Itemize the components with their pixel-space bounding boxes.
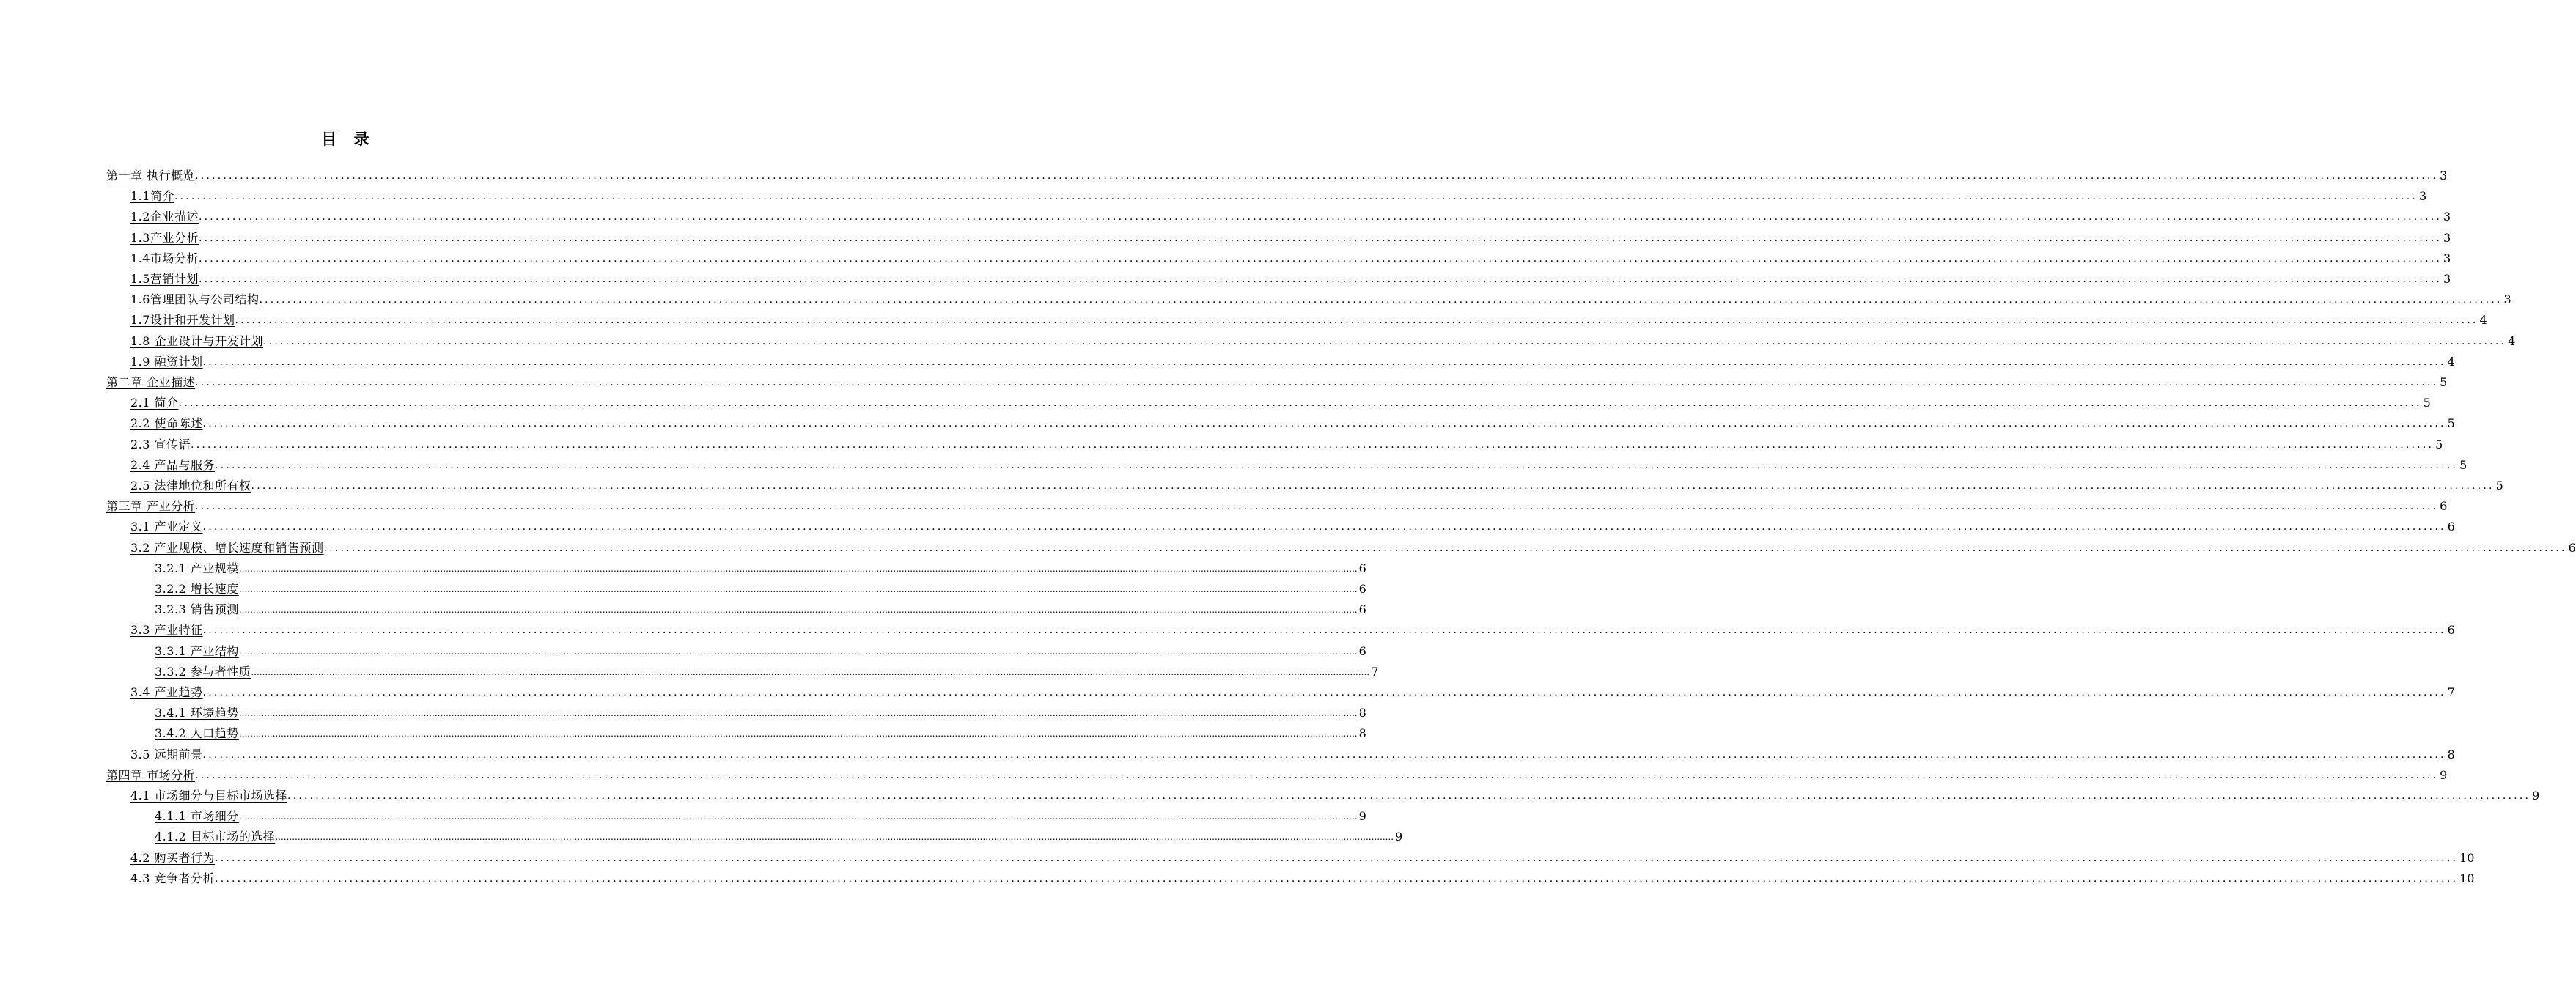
- toc-entry-link[interactable]: 2.4 产品与服务: [130, 458, 216, 472]
- toc-entry[interactable]: [130, 846, 2475, 866]
- toc-page-number: 9: [1395, 830, 1403, 844]
- toc-entry[interactable]: [130, 288, 2511, 307]
- toc-entry-link[interactable]: 1.2企业描述: [130, 210, 199, 224]
- dot-leader: ................................................................................................................................................................................................................................................................................................................................................................................................................: [251, 667, 1370, 677]
- toc-entry-link[interactable]: 第三章 产业分析: [106, 499, 196, 513]
- toc-page-number: 6: [1358, 561, 1366, 575]
- dot-leader: ................................................................................................................................................................................................................................................................................................................................................................................................................: [215, 852, 2459, 864]
- dot-leader: ................................................................................................................................................................................................................................................................................................................................................................................................................: [198, 232, 2443, 244]
- toc-page-number: 7: [1371, 665, 1379, 679]
- toc-entry-link[interactable]: 4.1.2 目标市场的选择: [155, 830, 276, 844]
- dot-leader: ................................................................................................................................................................................................................................................................................................................................................................................................................: [202, 418, 2446, 429]
- toc-entry-link[interactable]: 3.2 产业规模、增长速度和销售预测: [130, 541, 324, 555]
- toc-entry[interactable]: [155, 825, 1403, 844]
- toc-entry-link[interactable]: 3.5 远期前景: [130, 748, 203, 761]
- toc-page-number: 5: [2423, 396, 2431, 410]
- toc-page-number: 6: [1358, 644, 1366, 658]
- toc-entry-link[interactable]: 3.1 产业定义: [130, 520, 203, 534]
- dot-leader: ................................................................................................................................................................................................................................................................................................................................................................................................................: [287, 790, 2531, 802]
- toc-page-number: 3: [2503, 292, 2511, 306]
- toc-entry-link[interactable]: 3.3.2 参与者性质: [155, 665, 251, 679]
- toc-entry[interactable]: [155, 557, 1366, 576]
- toc-entry-link[interactable]: 1.8 企业设计与开发计划: [130, 334, 264, 348]
- dot-leader: ................................................................................................................................................................................................................................................................................................................................................................................................................: [202, 687, 2446, 698]
- toc-entry[interactable]: [130, 536, 2576, 556]
- toc-entry[interactable]: [155, 805, 1366, 824]
- dot-leader: ................................................................................................................................................................................................................................................................................................................................................................................................................: [251, 480, 2495, 492]
- toc-page-number: 4: [2447, 355, 2455, 369]
- toc-entry[interactable]: [130, 205, 2451, 224]
- toc-entry-link[interactable]: 3.4.1 环境趋势: [155, 706, 239, 720]
- dot-leader: ................................................................................................................................................................................................................................................................................................................................................................................................................: [238, 646, 1358, 657]
- toc-entry[interactable]: [130, 515, 2455, 534]
- toc-entry-link[interactable]: 2.3 宣传语: [130, 438, 191, 451]
- toc-page-number: 9: [2532, 789, 2540, 803]
- toc-page-number: 6: [2447, 623, 2455, 637]
- toc-entry-link[interactable]: 第二章 企业描述: [106, 375, 196, 389]
- dot-leader: ................................................................................................................................................................................................................................................................................................................................................................................................................: [174, 191, 2418, 202]
- toc-page-number: 4: [2479, 313, 2487, 327]
- toc-page-number: 3: [2443, 210, 2451, 224]
- dot-leader: ................................................................................................................................................................................................................................................................................................................................................................................................................: [215, 873, 2459, 885]
- toc-entry[interactable]: [155, 598, 1366, 617]
- toc-entry[interactable]: [130, 619, 2455, 638]
- toc-page-number: 8: [2447, 748, 2455, 761]
- toc-entry[interactable]: [130, 433, 2443, 452]
- toc-entry-link[interactable]: 3.3.1 产业结构: [155, 644, 239, 658]
- dot-leader: ................................................................................................................................................................................................................................................................................................................................................................................................................: [195, 170, 2439, 182]
- toc-page-number: 6: [1358, 602, 1366, 616]
- toc-page-number: 5: [2435, 438, 2443, 451]
- toc-entry-link[interactable]: 1.6管理团队与公司结构: [130, 292, 260, 306]
- toc-page-number: 3: [2419, 189, 2427, 203]
- toc-entry-link[interactable]: 3.4 产业趋势: [130, 685, 203, 699]
- toc-entry-link[interactable]: 2.5 法律地位和所有权: [130, 479, 251, 492]
- toc-entry[interactable]: [130, 391, 2431, 410]
- dot-leader: ................................................................................................................................................................................................................................................................................................................................................................................................................: [235, 314, 2479, 326]
- toc-page-number: 5: [2440, 375, 2448, 389]
- dot-leader: ................................................................................................................................................................................................................................................................................................................................................................................................................: [202, 356, 2446, 368]
- dot-leader: ................................................................................................................................................................................................................................................................................................................................................................................................................: [198, 211, 2443, 223]
- dot-leader: ................................................................................................................................................................................................................................................................................................................................................................................................................: [195, 377, 2439, 388]
- toc-entry[interactable]: [106, 371, 2448, 390]
- toc-page-number: 4: [2508, 334, 2516, 348]
- toc-page-number: 3: [2440, 169, 2448, 182]
- toc-entry-link[interactable]: 1.3产业分析: [130, 231, 199, 245]
- dot-leader: ................................................................................................................................................................................................................................................................................................................................................................................................................: [202, 749, 2446, 761]
- dot-leader: ................................................................................................................................................................................................................................................................................................................................................................................................................: [195, 770, 2439, 781]
- toc-entry-link[interactable]: 2.2 使命陈述: [130, 416, 203, 430]
- dot-leader: ................................................................................................................................................................................................................................................................................................................................................................................................................: [263, 336, 2507, 347]
- toc-entry-link[interactable]: 1.5营销计划: [130, 272, 199, 286]
- dot-leader: ................................................................................................................................................................................................................................................................................................................................................................................................................: [215, 460, 2459, 471]
- toc-entry[interactable]: [130, 226, 2451, 246]
- toc-entry[interactable]: [130, 185, 2427, 204]
- toc-entry-link[interactable]: 3.2.2 增长速度: [155, 582, 239, 596]
- toc-entry[interactable]: [130, 454, 2468, 473]
- toc-entry[interactable]: [130, 350, 2455, 369]
- toc-page-number: 6: [2440, 499, 2448, 513]
- dot-leader: ................................................................................................................................................................................................................................................................................................................................................................................................................: [323, 542, 2567, 554]
- dot-leader: ................................................................................................................................................................................................................................................................................................................................................................................................................: [178, 397, 2422, 409]
- toc-entry-link[interactable]: 1.4市场分析: [130, 251, 199, 265]
- toc-entry-link[interactable]: 3.4.2 人口趋势: [155, 726, 239, 740]
- toc-page-number: 5: [2459, 458, 2468, 472]
- dot-leader: ................................................................................................................................................................................................................................................................................................................................................................................................................: [195, 501, 2439, 512]
- dot-leader: ................................................................................................................................................................................................................................................................................................................................................................................................................: [238, 728, 1358, 739]
- toc-entry[interactable]: [130, 681, 2455, 700]
- toc-entry[interactable]: [130, 309, 2487, 328]
- dot-leader: ................................................................................................................................................................................................................................................................................................................................................................................................................: [238, 811, 1358, 822]
- toc-entry-link[interactable]: 4.2 购买者行为: [130, 851, 216, 865]
- toc-entry-link[interactable]: 1.7设计和开发计划: [130, 313, 235, 327]
- dot-leader: ................................................................................................................................................................................................................................................................................................................................................................................................................: [198, 273, 2443, 285]
- toc-entry[interactable]: [130, 330, 2516, 349]
- dot-leader: ................................................................................................................................................................................................................................................................................................................................................................................................................: [238, 605, 1358, 615]
- toc-entry-link[interactable]: 3.2.1 产业规模: [155, 561, 239, 575]
- toc-page-number: 8: [1358, 726, 1366, 740]
- toc-entry-link[interactable]: 4.1.1 市场细分: [155, 809, 239, 823]
- toc-page-number: 3: [2443, 251, 2451, 265]
- toc-entry[interactable]: [130, 412, 2455, 431]
- dot-leader: ................................................................................................................................................................................................................................................................................................................................................................................................................: [198, 253, 2443, 265]
- toc-page-number: 6: [1358, 582, 1366, 596]
- toc-page-number: 10: [2459, 851, 2475, 865]
- toc-page-number: 9: [2440, 768, 2448, 782]
- toc-entry[interactable]: [155, 701, 1366, 720]
- toc-entry-link[interactable]: 4.1 市场细分与目标市场选择: [130, 789, 288, 803]
- toc-page-number: 6: [2568, 541, 2576, 555]
- toc-page-number: 5: [2447, 416, 2455, 430]
- toc-entry-link[interactable]: 2.1 简介: [130, 396, 179, 410]
- toc-page-number: 3: [2443, 272, 2451, 286]
- toc-entry[interactable]: [155, 578, 1366, 597]
- dot-leader: ................................................................................................................................................................................................................................................................................................................................................................................................................: [191, 439, 2435, 451]
- toc-entry-link[interactable]: 1.1简介: [130, 189, 174, 203]
- dot-leader: ................................................................................................................................................................................................................................................................................................................................................................................................................: [275, 832, 1394, 842]
- toc-entry-link[interactable]: 第四章 市场分析: [106, 768, 196, 782]
- dot-leader: ................................................................................................................................................................................................................................................................................................................................................................................................................: [238, 584, 1358, 594]
- page-title: 目 录: [321, 130, 375, 148]
- toc-entry[interactable]: [155, 722, 1366, 741]
- toc-page-number: 5: [2495, 479, 2503, 492]
- toc-entry[interactable]: [130, 743, 2455, 762]
- toc-entry-link[interactable]: 3.2.3 销售预测: [155, 602, 239, 616]
- toc-entry-link[interactable]: 4.3 竞争者分析: [130, 871, 216, 885]
- toc-entry[interactable]: [106, 495, 2448, 514]
- toc-entry[interactable]: [130, 268, 2451, 287]
- toc-entry[interactable]: [155, 660, 1379, 679]
- toc-entry[interactable]: [130, 247, 2451, 266]
- toc-entry-link[interactable]: 1.9 融资计划: [130, 355, 203, 369]
- toc-page-number: 10: [2459, 871, 2475, 885]
- dot-leader: ................................................................................................................................................................................................................................................................................................................................................................................................................: [238, 708, 1358, 718]
- toc-entry[interactable]: [130, 784, 2540, 803]
- toc-entry[interactable]: [106, 764, 2448, 783]
- dot-leader: ................................................................................................................................................................................................................................................................................................................................................................................................................: [259, 294, 2503, 306]
- toc-page-number: 3: [2443, 231, 2451, 245]
- toc-entry[interactable]: [106, 164, 2448, 183]
- toc-page-number: 6: [2447, 520, 2455, 534]
- toc-entry-link[interactable]: 第一章 执行概览: [106, 169, 196, 182]
- toc-entry[interactable]: [130, 474, 2503, 493]
- toc-entry-link[interactable]: 3.3 产业特征: [130, 623, 203, 637]
- dot-leader: ................................................................................................................................................................................................................................................................................................................................................................................................................: [202, 521, 2446, 533]
- toc-entry[interactable]: [155, 640, 1366, 659]
- toc-page-number: 7: [2447, 685, 2455, 699]
- toc-page-number: 8: [1358, 706, 1366, 720]
- dot-leader: ................................................................................................................................................................................................................................................................................................................................................................................................................: [202, 624, 2446, 636]
- toc-page-number: 9: [1358, 809, 1366, 823]
- toc-entry[interactable]: [130, 867, 2475, 886]
- dot-leader: ................................................................................................................................................................................................................................................................................................................................................................................................................: [238, 564, 1358, 574]
